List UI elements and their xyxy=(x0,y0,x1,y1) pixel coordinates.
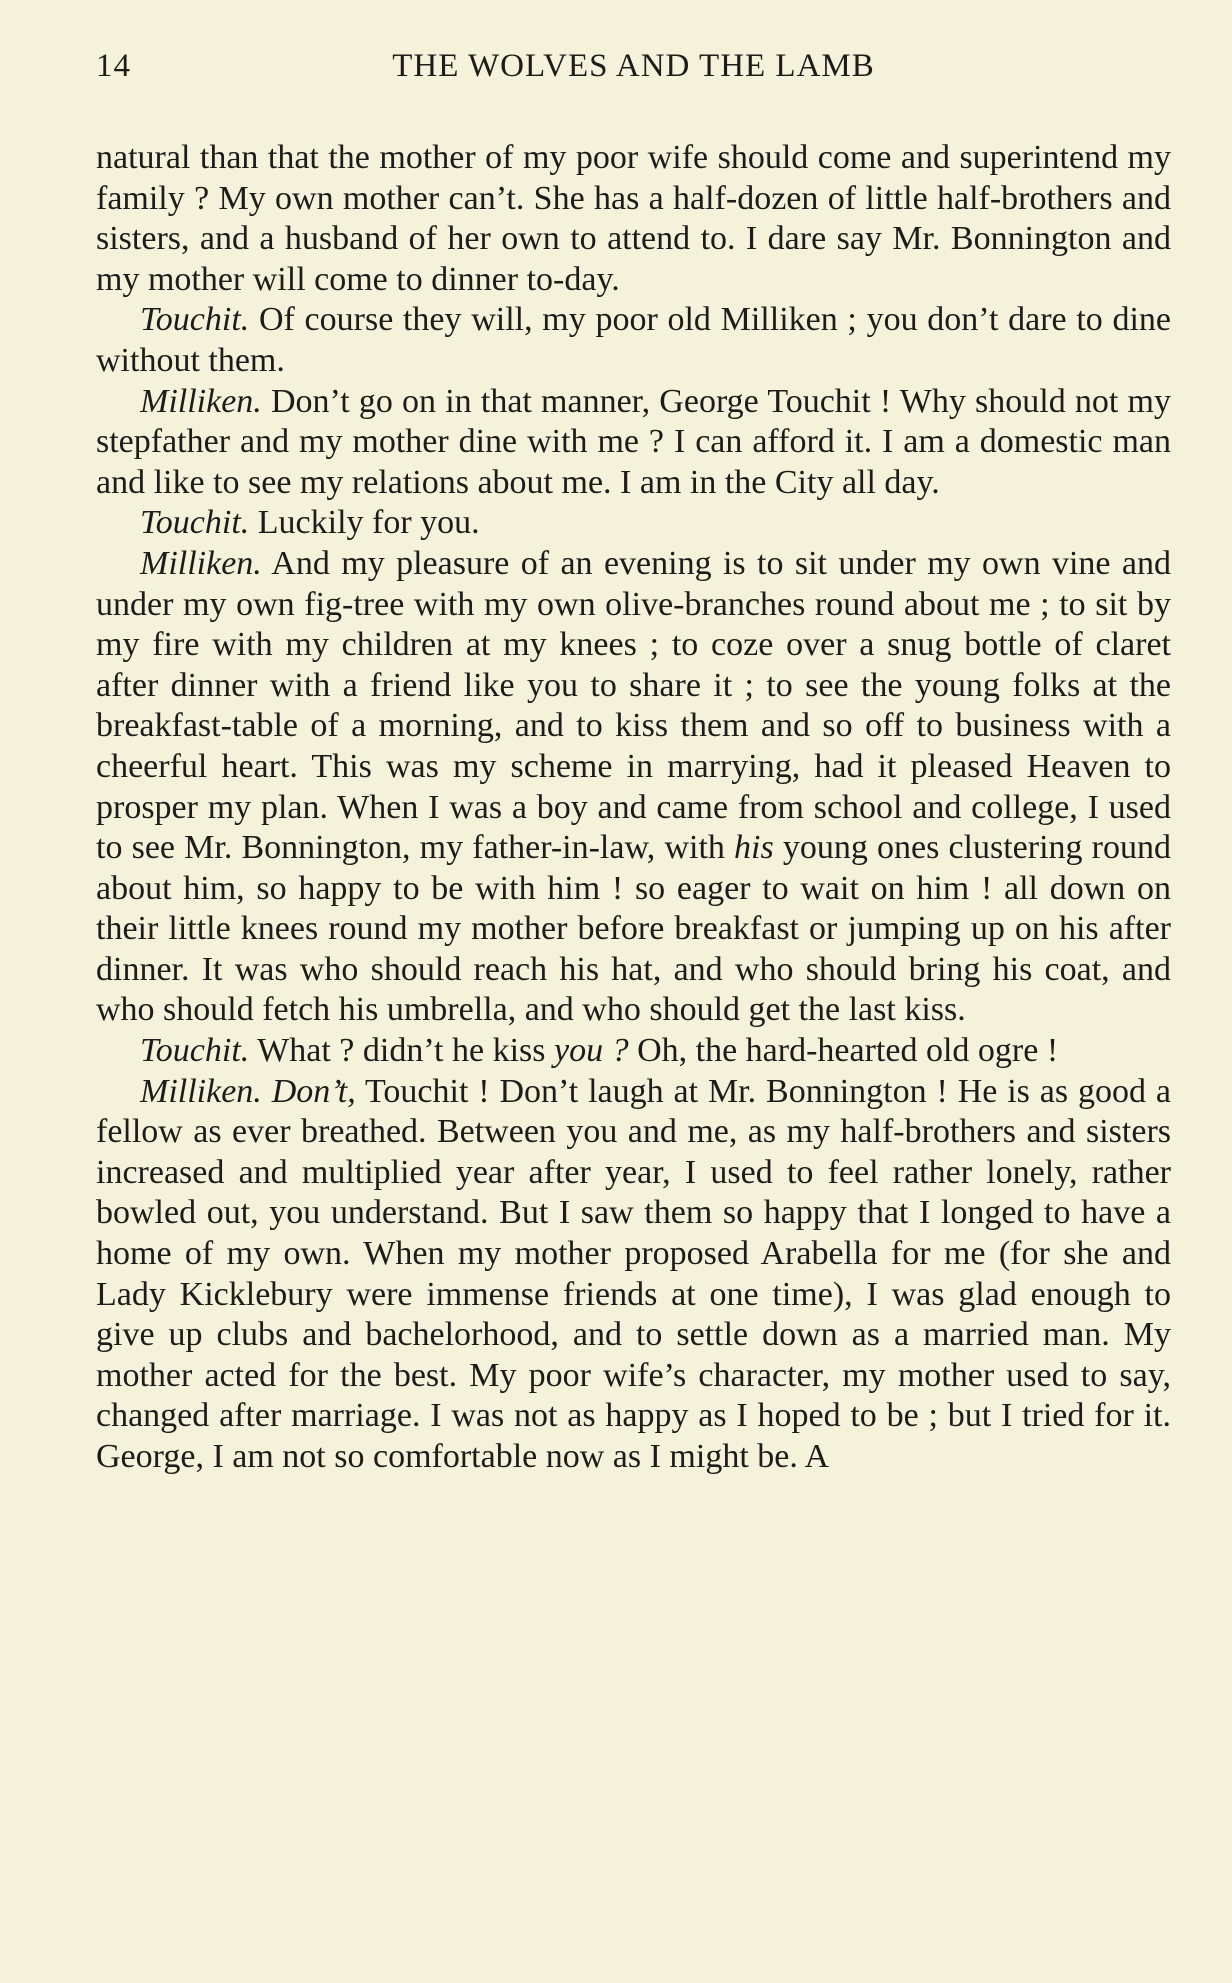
book-title: THE WOLVES AND THE LAMB xyxy=(392,48,875,84)
speaker-name: Touchit. xyxy=(140,504,250,542)
dialogue-line-touchit xyxy=(96,1031,1171,1072)
paragraph-continuation xyxy=(96,138,1171,300)
emphasis-text: his xyxy=(734,829,774,867)
body-text xyxy=(96,138,1171,1478)
running-head xyxy=(96,48,1171,100)
emphasis-text: Don’t, xyxy=(271,1072,356,1110)
speaker-name: Milliken. xyxy=(140,544,262,582)
dialogue-line-milliken xyxy=(96,544,1171,1031)
dialogue-text: Don’t go on in that manner, George Touchit ! Why should not my stepfather and my mother dine with me ? I can afford it. I am a domestic man and like to see my relations about me. I am in the City all day. xyxy=(96,382,1171,501)
emphasis-text: you ? xyxy=(554,1032,629,1070)
dialogue-line-touchit xyxy=(96,503,1171,544)
dialogue-text: Luckily for you. xyxy=(249,504,480,542)
dialogue-text: Oh, the hard-hearted old ogre ! xyxy=(628,1032,1059,1070)
dialogue-line-touchit xyxy=(96,300,1171,381)
speaker-name: Milliken. xyxy=(140,1072,262,1110)
page-number: 14 xyxy=(96,48,131,84)
speaker-name: Milliken. xyxy=(140,382,262,420)
paragraph-text: natural than that the mother of my poor wife should come and superintend my family ? My own mother can’t. She has a half-dozen of little half-brothers and sisters, and a husband of her own to attend to. I dare say Mr. Bonnington and my mother will come to dinner to-day. xyxy=(96,139,1171,298)
dialogue-text: Touchit ! Don’t laugh at Mr. Bonnington ! He is as good a fellow as ever breathed. Between you and me, as my half-brothers and sisters increased and multiplied year after year, I used to feel rather lonely, rather bowled out, you understand. But I saw them so happy that I longed to have a home of my own. When my mother proposed Arabella for me (for she and Lady Kicklebury were immense friends at one time), I was glad enough to give up clubs and bachelorhood, and to settle down as a married man. My mother acted for the best. My poor wife’s character, my mother used to say, changed after marriage. I was not as happy as I hoped to be ; but I tried for it. George, I am not so comfortable now as I might be. A xyxy=(96,1072,1171,1475)
speaker-name: Touchit. xyxy=(140,301,250,339)
dialogue-line-milliken xyxy=(96,1072,1171,1478)
dialogue-text: And my pleasure of an evening is to sit under my own vine and under my own fig-tree with my own olive-branches round about me ; to sit by my fire with my children at my knees ; to coze over a snug bottle of claret after dinner with a friend like you to share it ; to see the young folks at the breakfast-table of a morning, and to kiss them and so off to business with a cheerful heart. This was my scheme in marrying, had it pleased Heaven to prosper my plan. When I was a boy and came from school and college, I used to see Mr. Bonnington, my father-in-law, with xyxy=(96,544,1171,867)
speaker-name: Touchit. xyxy=(140,1032,250,1070)
dialogue-text: young ones clustering round about him, so happy to be with him ! so eager to wait on him ! all down on their little knees round my mother before breakfast or jumping up on his after dinner. It was who should reach his hat, and who should bring his coat, and who should fetch his umbrella, and who should get the last kiss. xyxy=(96,829,1171,1029)
dialogue-text: Of course they will, my poor old Milliken ; you don’t dare to dine without them. xyxy=(96,301,1171,379)
dialogue-line-milliken xyxy=(96,382,1171,504)
book-page xyxy=(96,48,1171,1478)
dialogue-text: What ? didn’t he kiss xyxy=(249,1032,554,1070)
